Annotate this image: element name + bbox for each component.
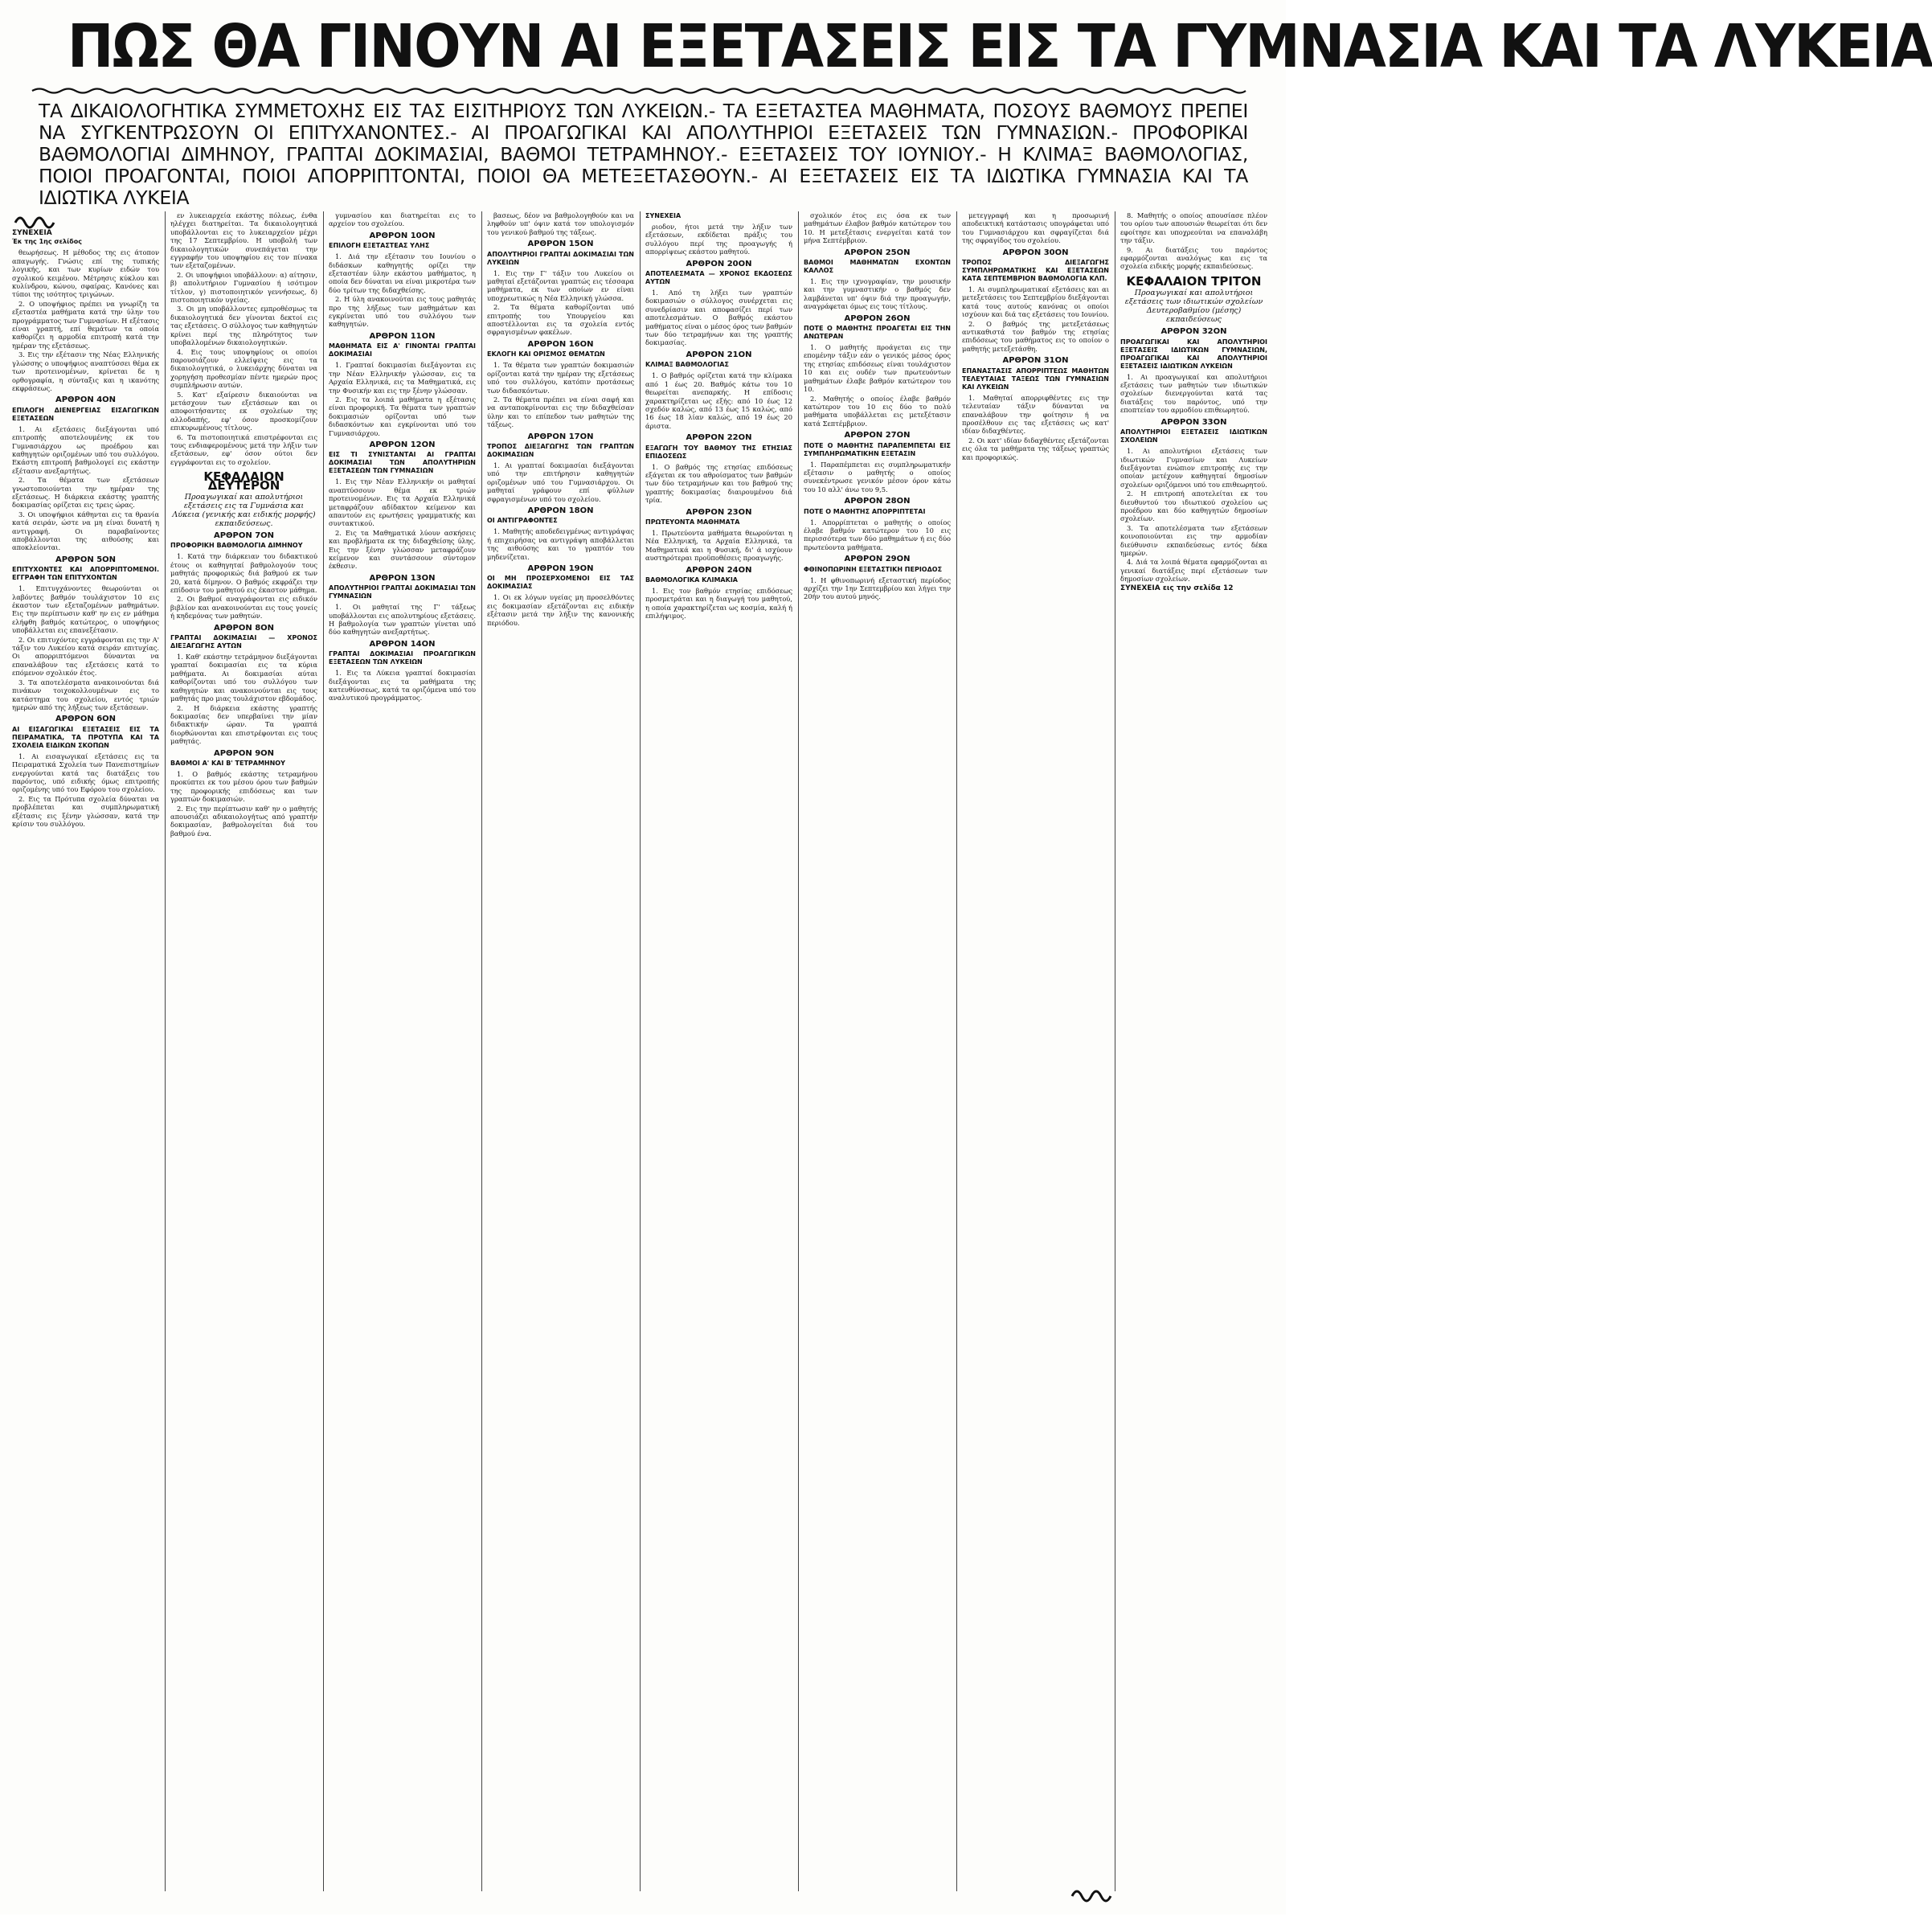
article-subheading: ΕΞΑΓΩΓΗ ΤΟΥ ΒΑΘΜΟΥ ΤΗΣ ΕΤΗΣΙΑΣ ΕΠΙΔΟΣΕΩΣ	[645, 444, 792, 460]
article-subheading: ΑΠΟΤΕΛΕΣΜΑΤΑ — ΧΡΟΝΟΣ ΕΚΔΟΣΕΩΣ ΑΥΤΩΝ	[645, 270, 792, 286]
paragraph: 2. Εις την περίπτωσιν καθ' ην ο μαθητής απουσιάζει αδικαιολογήτως από γραπτήν δοκιμασίαν, βαθμολογείται διά του βαθμού ένα.	[170, 804, 317, 838]
column-divider	[165, 211, 166, 1891]
paragraph: 1. Διά την εξέτασιν του Ιουνίου ο διδάσκων καθηγητής ορίζει την εξεταστέαν ύλην εκάστου μαθήματος, η οποία δεν δύναται να είναι μικροτέρα των δύο τρίτων της διδαχθείσης.	[329, 252, 476, 294]
headline: ΠΩΣ ΘΑ ΓΙΝΟΥΝ ΑΙ ΕΞΕΤΑΣΕΙΣ ΕΙΣ ΤΑ ΓΥΜΝΑΣΙΑ ΚΑΙ ΤΑ ΛΥΚΕΙΑ	[67, 12, 1932, 81]
paragraph: 1. Εις την Νέαν Ελληνικήν οι μαθηταί αναπτύσσουν θέμα εκ τριών προτεινομένων. Εις τα Αρχαία Ελληνικά μεταφράζουν αδίδακτον κείμενον και απαντούν εις ερωτήσεις γραμματικής και συντακτικού.	[329, 477, 476, 528]
paragraph: 1. Αι εισαγωγικαί εξετάσεις εις τα Πειραματικά Σχολεία των Πανεπιστημίων ενεργούνται κατά τας διατάξεις του παρόντος, υπό ειδικής όμως επιτροπής οριζομένης υπό του Εφόρου του σχολείου.	[12, 752, 159, 794]
column-divider	[798, 211, 799, 1891]
article-number-heading: ΑΡΘΡΟΝ 14ΟΝ	[369, 639, 436, 649]
paragraph: 1. Καθ' εκάστην τετράμηνον διεξάγονται γραπταί δοκιμασίαι εις τα κύρια μαθήματα. Αι δοκιμασίαι αύται καθορίζονται υπό του συλλόγου των καθηγητών και ανακοινούνται εις τους μαθητάς προ μιας τουλάχιστον εβδομάδος.	[170, 653, 317, 703]
paragraph: 4. Διά τα λοιπά θέματα εφαρμόζονται αι γενικαί διατάξεις περί εξετάσεων των δημοσίων σχολείων.	[1120, 558, 1267, 584]
article-subheading: ΠΡΟΑΓΩΓΙΚΑΙ ΚΑΙ ΑΠΟΛΥΤΗΡΙΟΙ ΕΞΕΤΑΣΕΙΣ ΙΔΙΩΤΙΚΩΝ ΓΥΜΝΑΣΙΩΝ, ΠΡΟΑΓΩΓΙΚΑΙ ΚΑΙ ΑΠΟΛΥΤΗΡΙΟΙ ΕΞΕΤΑΣΕΙΣ ΙΔΙΩΤΙΚΩΝ ΛΥΚΕΙΩΝ	[1120, 338, 1267, 370]
article-number-heading: ΑΡΘΡΟΝ 27ΟΝ	[844, 431, 911, 440]
chapter-description: Προαγωγικαί και απολυτήριοι εξετάσεις εις τα Γυμνάσια και Λύκεια (γενικής και ειδικής μορφής) εκπαιδεύσεως.	[172, 493, 316, 528]
article-subheading: ΕΠΙΛΟΓΗ ΕΞΕΤΑΣΤΕΑΣ ΥΛΗΣ	[329, 242, 430, 250]
article-subheading: ΠΟΤΕ Ο ΜΑΘΗΤΗΣ ΠΡΟΑΓΕΤΑΙ ΕΙΣ ΤΗΝ ΑΝΩΤΕΡΑΝ	[804, 325, 951, 341]
paragraph: 1. Ο μαθητής προάγεται εις την επομένην τάξιν εάν ο γενικός μέσος όρος της ετησίας επιδόσεως είναι τουλάχιστον 10 και εις ουδέν των πρωτευόντων μαθημάτων έλαβε βαθμόν κατώτερον του 10.	[804, 343, 951, 394]
paragraph: 5. Κατ' εξαίρεσιν δικαιούνται να μετάσχουν των εξετάσεων και οι αποφοιτήσαντες εκ σχολείων της αλλοδαπής, εφ' όσον προσκομίζουν επικυρωμένους τίτλους.	[170, 390, 317, 432]
article-number-heading: ΑΡΘΡΟΝ 9ΟΝ	[213, 748, 275, 758]
article-number-heading: ΑΡΘΡΟΝ 31ΟΝ	[1002, 356, 1069, 366]
paragraph: 2. Μαθητής ο οποίος έλαβε βαθμόν κατώτερον του 10 εις δύο το πολύ μαθήματα υποβάλλεται εις μετεξέτασιν κατά Σεπτέμβριον.	[804, 394, 951, 428]
article-number-heading: ΑΡΘΡΟΝ 10ΟΝ	[369, 231, 436, 240]
article-subheading: ΠΡΩΤΕΥΟΝΤΑ ΜΑΘΗΜΑΤΑ	[645, 518, 740, 526]
article-subheading: Έκ της 1ης σελίδος	[12, 238, 82, 246]
article-number-heading: ΑΡΘΡΟΝ 13ΟΝ	[369, 573, 436, 583]
paragraph: 1. Ο βαθμός ορίζεται κατά την κλίμακα από 1 έως 20. Βαθμός κάτω του 10 θεωρείται ανεπαρκής. Η επίδοσις χαρακτηρίζεται ως εξής: από 10 έως 12 σχεδόν καλώς, από 13 έως 15 καλώς, από 16 έως 18 λίαν καλώς, από 19 έως 20 άριστα.	[645, 371, 792, 430]
paragraph: 1. Ο βαθμός εκάστης τετραμήνου προκύπτει εκ του μέσου όρου των βαθμών της προφορικής επιδόσεως και των γραπτών δοκιμασιών.	[170, 769, 317, 804]
article-number-heading: ΑΡΘΡΟΝ 17ΟΝ	[527, 432, 594, 441]
paragraph: 2. Τα θέματα πρέπει να είναι σαφή και να ανταποκρίνονται εις την διδαχθείσαν ύλην και το επίπεδον των μαθητών της τάξεως.	[487, 395, 634, 429]
paragraph: 4. Εις τους υποψηφίους οι οποίοι παρουσιάζουν ελλείψεις εις τα δικαιολογητικά, ο λυκειάρχης δύναται να χορηγήση προθεσμίαν πέντε ημερών προς συμπλήρωσιν αυτών.	[170, 347, 317, 390]
paragraph: 1. Ο βαθμός της ετησίας επιδόσεως εξάγεται εκ του αθροίσματος των βαθμών των δύο τετραμήνων και του βαθμού της γραπτής δοκιμασίας διαιρουμένου διά τρία.	[645, 462, 792, 505]
article-number-heading: ΑΡΘΡΟΝ 8ΟΝ	[213, 623, 275, 633]
article-number-heading: ΑΡΘΡΟΝ 26ΟΝ	[844, 313, 911, 323]
paragraph: 3. Τα αποτελέσματα των εξετάσεων κοινοποιούνται εις την αρμοδίαν διεύθυνσιν εκπαιδεύσεως εντός δέκα ημερών.	[1120, 523, 1267, 557]
continuation-note: ΣΥΝΕΧΕΙΑ	[12, 229, 52, 237]
paragraph: 1. Εις την ιχνογραφίαν, την μουσικήν και την γυμναστικήν ο βαθμός δεν λαμβάνεται υπ' όψιν διά την προαγωγήν, αναγράφεται όμως εις τους τίτλους.	[804, 277, 951, 311]
column-7	[962, 211, 1109, 1899]
subheadline-deck: ΤΑ ΔΙΚΑΙΟΛΟΓΗΤΙΚΑ ΣΥΜΜΕΤΟΧΗΣ ΕΙΣ ΤΑΣ ΕΙΣΙΤΗΡΙΟΥΣ ΤΩΝ ΛΥΚΕΙΩΝ.- ΤΑ ΕΞΕΤΑΣΤΕΑ ΜΑΘΗΜΑΤΑ, ΠΟΣΟΥΣ ΒΑΘΜΟΥΣ ΠΡΕΠΕΙ ΝΑ ΣΥΓΚΕΝΤΡΩΣΟΥΝ ΟΙ ΕΠΙΤΥΧΑΝΟΝΤΕΣ.- ΑΙ ΠΡΟΑΓΩΓΙΚΑΙ ΚΑΙ ΑΠΟΛΥΤΗΡΙΟΙ ΕΞΕΤΑΣΕΙΣ ΤΩΝ ΓΥΜΝΑΣΙΩΝ.- ΠΡΟΦΟΡΙΚΑΙ ΒΑΘΜΟΛΟΓΙΑΙ ΔΙΜΗΝΟΥ, ΓΡΑΠΤΑΙ ΔΟΚΙΜΑΣΙΑΙ, ΒΑΘΜΟΙ ΤΕΤΡΑΜΗΝΟΥ.- ΕΞΕΤΑΣΕΙΣ ΤΟΥ ΙΟΥΝΙΟΥ.- Η ΚΛΙΜΑΞ ΒΑΘΜΟΛΟΓΙΑΣ, ΠΟΙΟΙ ΠΡΟΑΓΟΝΤΑΙ, ΠΟΙΟΙ ΑΠΟΡΡΙΠΤΟΝΤΑΙ, ΠΟΙΟΙ ΘΑ ΜΕΤΕΞΕΤΑΣΘΟΥΝ.- ΑΙ ΕΞΕΤΑΣΕΙΣ ΕΙΣ ΤΑ ΙΔΙΩΤΙΚΑ ΓΥΜΝΑΣΙΑ ΚΑΙ ΤΑ ΙΔΙΩΤΙΚΑ ΛΥΚΕΙΑ	[39, 100, 1248, 209]
paragraph: 2. Η διάρκεια εκάστης γραπτής δοκιμασίας δεν υπερβαίνει την μίαν διδακτικήν ώραν. Τα γραπτά διορθώνονται και επιστρέφονται εις τους μαθητάς.	[170, 703, 317, 746]
paragraph: 1. Πρωτεύοντα μαθήματα θεωρούνται η Νέα Ελληνική, τα Αρχαία Ελληνικά, τα Μαθηματικά και η Φυσική, δι' ά ισχύουν αυστηρότεραι προϋποθέσεις προαγωγής.	[645, 528, 792, 563]
article-subheading: ΑΙ ΕΙΣΑΓΩΓΙΚΑΙ ΕΞΕΤΑΣΕΙΣ ΕΙΣ ΤΑ ΠΕΙΡΑΜΑΤΙΚΑ, ΤΑ ΠΡΟΤΥΠΑ ΚΑΙ ΤΑ ΣΧΟΛΕΙΑ ΕΙΔΙΚΩΝ ΣΚΟΠΩΝ	[12, 725, 159, 749]
article-subheading: ΠΟΤΕ Ο ΜΑΘΗΤΗΣ ΑΠΟΡΡΙΠΤΕΤΑΙ	[804, 507, 926, 515]
paragraph: 1. Από τη λήξει των γραπτών δοκιμασιών ο σύλλογος συνέρχεται εις συνεδρίασιν και αποφασίζει περί των αποτελεσμάτων. Ο βαθμός εκάστου μαθήματος είναι ο μέσος όρος των βαθμών των δύο τετραμήνων και της γραπτής δοκιμασίας.	[645, 289, 792, 347]
paragraph: μετεγγραφή και η προσωρινή αποδεικτική κατάστασις υπογράφεται υπό του Γυμνασιάρχου και σφραγίζεται διά της σφραγίδος του σχολείου.	[962, 211, 1109, 245]
article-subheading: ΒΑΘΜΟΙ Α' ΚΑΙ Β' ΤΕΤΡΑΜΗΝΟΥ	[170, 759, 285, 767]
article-number-heading: ΑΡΘΡΟΝ 16ΟΝ	[527, 339, 594, 349]
article-subheading: ΟΙ ΜΗ ΠΡΟΣΕΡΧΟΜΕΝΟΙ ΕΙΣ ΤΑΣ ΔΟΚΙΜΑΣΙΑΣ	[487, 575, 634, 591]
paragraph: 2. Οι υποψήφιοι υποβάλλουν: α) αίτησιν, β) απολυτήριον Γυμνασίου ή ισότιμον τίτλον, γ) πιστοποιητικόν γεννήσεως, δ) πιστοποιητικόν υγείας.	[170, 270, 317, 305]
article-number-heading: ΑΡΘΡΟΝ 29ΟΝ	[844, 555, 911, 564]
column-divider	[640, 211, 641, 1891]
column-2	[170, 211, 317, 1899]
article-subheading: ΕΠΙΛΟΓΗ ΔΙΕΝΕΡΓΕΙΑΣ ΕΙΣΑΓΩΓΙΚΩΝ ΕΞΕΤΑΣΕΩΝ	[12, 406, 159, 422]
paragraph: 2. Η επιτροπή αποτελείται εκ του διευθυντού του ιδιωτικού σχολείου ως προέδρου και δύο καθηγητών δημοσίων σχολείων.	[1120, 489, 1267, 523]
chapter-heading: ΚΕΦΑΛΑΙΟΝ ΤΡΙΤΟΝ	[1126, 273, 1262, 289]
paragraph: 1. Εις τον βαθμόν ετησίας επιδόσεως προσμετράται και η διαγωγή του μαθητού, η οποία χαρακτηρίζεται ως κοσμία, καλή ή επιλήψιμος.	[645, 587, 792, 621]
paragraph: 1. Γραπταί δοκιμασίαι διεξάγονται εις την Νέαν Ελληνικήν γλώσσαν, εις τα Αρχαία Ελληνικά, εις τα Μαθηματικά, εις την Φυσικήν και εις την ξένην γλώσσαν.	[329, 361, 476, 395]
article-subheading: ΜΑΘΗΜΑΤΑ ΕΙΣ Α' ΓΙΝΟΝΤΑΙ ΓΡΑΠΤΑΙ ΔΟΚΙΜΑΣΙΑΙ	[329, 342, 476, 358]
paragraph: 2. Ο βαθμός της μετεξετάσεως αντικαθιστά τον βαθμόν της ετησίας επιδόσεως του μαθήματος εις το οποίον ο μαθητής μετεξετάσθη.	[962, 319, 1109, 353]
article-number-heading: ΑΡΘΡΟΝ 20ΟΝ	[686, 259, 752, 268]
chapter-description: Προαγωγικαί και απολυτήριοι εξετάσεις των ιδιωτικών σχολείων Δευτεροβαθμίου (μέσης) εκπαιδεύσεως	[1124, 289, 1263, 325]
article-subheading: ΠΡΟΦΟΡΙΚΗ ΒΑΘΜΟΛΟΓΙΑ ΔΙΜΗΝΟΥ	[170, 542, 303, 550]
paragraph: 3. Οι μη υποβάλλοντες εμπροθέσμως τα δικαιολογητικά δεν γίνονται δεκτοί εις τας εξετάσεις. Ο σύλλογος των καθηγητών κρίνει περί της πληρότητος των υποβαλλομένων δικαιολογητικών.	[170, 305, 317, 347]
paragraph: 2. Εις τα λοιπά μαθήματα η εξέτασις είναι προφορική. Τα θέματα των γραπτών δοκιμασιών ορίζονται υπό των διδασκόντων και εγκρίνονται υπό του Γυμνασιάρχου.	[329, 395, 476, 437]
paragraph: 2. Οι κατ' ιδίαν διδαχθέντες εξετάζονται εις όλα τα μαθήματα της τάξεως γραπτώς και προφορικώς.	[962, 436, 1109, 461]
paragraph: 6. Τα πιστοποιητικά επιστρέφονται εις τους ενδιαφερομένους μετά την λήξιν των εξετάσεων, εφ' όσον ούτοι δεν εγγράφονται εις το σχολείον.	[170, 432, 317, 466]
paragraph: 1. Απορρίπτεται ο μαθητής ο οποίος έλαβε βαθμόν κατώτερον του 10 εις περισσότερα των δύο μαθημάτων ή εις δύο πρωτεύοντα μαθήματα.	[804, 518, 951, 551]
column-8	[1120, 211, 1267, 1899]
article-number-heading: ΑΡΘΡΟΝ 12ΟΝ	[369, 440, 436, 449]
column-1	[12, 229, 159, 1917]
paragraph: 1. Αι γραπταί δοκιμασίαι διεξάγονται υπό την επιτήρησιν καθηγητών οριζομένων υπό του Γυμνασιάρχου. Οι μαθηταί γράφουν επί φύλλων σφραγισμένων υπό του σχολείου.	[487, 461, 634, 503]
paragraph: 1. Εις τα Λύκεια γραπταί δοκιμασίαι διεξάγονται εις τα μαθήματα της κατευθύνσεως, κατά τα οριζόμενα υπό του αναλυτικού προγράμματος.	[329, 669, 476, 702]
article-number-heading: ΑΡΘΡΟΝ 21ΟΝ	[686, 350, 752, 359]
paragraph: 1. Παραπέμπεται εις συμπληρωματικήν εξέτασιν ο μαθητής ο οποίος συνεκέντρωσε γενικόν μέσον όρον κάτω του 10 αλλ' άνω του 9,5.	[804, 460, 951, 494]
article-number-heading: ΑΡΘΡΟΝ 11ΟΝ	[369, 331, 436, 341]
paragraph: θεωρήσεως. Η μέθοδος της εις άτοπον απαγωγής. Γνώσις επί της τυπικής λογικής, και των κυρίων ειδών του σχολικού κειμένου. Μέτρησις κύκλου και κυλίνδρου, κώνου, σφαίρας. Κανόνες και τύποι της ισότητος τριγώνων.	[12, 248, 159, 299]
article-subheading: ΑΠΟΛΥΤΗΡΙΟΙ ΓΡΑΠΤΑΙ ΔΟΚΙΜΑΣΙΑΙ ΤΩΝ ΛΥΚΕΙΩΝ	[487, 250, 634, 266]
paragraph: 3. Οι υποψήφιοι κάθηνται εις τα θρανία κατά σειράν, ώστε να μη είναι δυνατή η αντιγραφή. Οι παραβαίνοντες αποβάλλονται της αιθούσης και αποκλείονται.	[12, 510, 159, 552]
paragraph: 1. Αι συμπληρωματικαί εξετάσεις και αι μετεξετάσεις του Σεπτεμβρίου διεξάγονται κατά τους αυτούς κανόνας οι οποίοι ισχύουν και διά τας εξετάσεις του Ιουνίου.	[962, 285, 1109, 319]
paragraph: 2. Ο υποψήφιος πρέπει να γνωρίζη τα εξεταστέα μαθήματα κατά την ύλην του προγράμματος των Γυμνασίων. Η εξέτασις είναι γραπτή, επί θεμάτων τα οποία καθορίζει η αρμοδία επιτροπή κατά την ημέραν της εξετάσεως.	[12, 299, 159, 350]
paragraph: 2. Οι βαθμοί αναγράφονται εις ειδικόν βιβλίον και ανακοινούνται εις τους γονείς ή κηδεμόνας των μαθητών.	[170, 595, 317, 621]
column-divider	[481, 211, 482, 1891]
paragraph: 1. Η φθινοπωρινή εξεταστική περίοδος αρχίζει την 1ην Σεπτεμβρίου και λήγει την 20ήν του αυτού μηνός.	[804, 576, 951, 601]
article-subheading: ΒΑΘΜΟΙ ΜΑΘΗΜΑΤΩΝ ΕΧΟΝΤΩΝ ΚΑΛΛΟΣ	[804, 259, 951, 275]
article-subheading: ΑΠΟΛΥΤΗΡΙΟΙ ΓΡΑΠΤΑΙ ΔΟΚΙΜΑΣΙΑΙ ΤΩΝ ΓΥΜΝΑΣΙΩΝ	[329, 584, 476, 600]
article-subheading: ΕΠΑΝΑΣΤΑΣΙΣ ΑΠΟΡΡΙΠΤΕΩΣ ΜΑΘΗΤΩΝ ΤΕΛΕΥΤΑΙΑΣ ΤΑΞΕΩΣ ΤΩΝ ΓΥΜΝΑΣΙΩΝ ΚΑΙ ΛΥΚΕΙΩΝ	[962, 367, 1109, 391]
paragraph: 1. Αι εξετάσεις διεξάγονται υπό επιτροπής αποτελουμένης εκ του Γυμνασιάρχου ως προέδρου και καθηγητών οριζομένων υπό του συλλόγου. Εκάστη επιτροπή βαθμολογεί εις εκάστην εξέτασιν ανεξαρτήτως.	[12, 424, 159, 475]
article-subheading: ΓΡΑΠΤΑΙ ΔΟΚΙΜΑΣΙΑΙ — ΧΡΟΝΟΣ ΔΙΕΞΑΓΩΓΗΣ ΑΥΤΩΝ	[170, 634, 317, 650]
article-number-heading: ΑΡΘΡΟΝ 19ΟΝ	[527, 564, 594, 573]
paragraph: 2. Η ύλη ανακοινούται εις τους μαθητάς προ της λήξεως των μαθημάτων και εγκρίνεται υπό του συλλόγου των καθηγητών.	[329, 295, 476, 329]
article-subheading: ΦΘΙΝΟΠΩΡΙΝΗ ΕΞΕΤΑΣΤΙΚΗ ΠΕΡΙΟΔΟΣ	[804, 565, 943, 573]
paragraph: 2. Εις τα Πρότυπα σχολεία δύναται να προβλέπεται και συμπληρωματική εξέτασις εις ξένην γλώσσαν, κατά την κρίσιν του συλλόγου.	[12, 794, 159, 828]
paragraph: γυμνασίου και διατηρείται εις το αρχείον του σχολείου.	[329, 211, 476, 228]
article-subheading: ΑΠΟΛΥΤΗΡΙΟΙ ΕΞΕΤΑΣΕΙΣ ΙΔΙΩΤΙΚΩΝ ΣΧΟΛΕΙΩΝ	[1120, 428, 1267, 444]
paragraph: 2. Τα θέματα των εξετάσεων γνωστοποιούνται την ημέραν της εξετάσεως. Η διάρκεια εκάστης γραπτής δοκιμασίας ορίζεται εις τρεις ώρας.	[12, 476, 159, 510]
column-divider	[956, 211, 957, 1891]
article-subheading: ΤΡΟΠΟΣ ΔΙΕΞΑΓΩΓΗΣ ΤΩΝ ΓΡΑΠΤΩΝ ΔΟΚΙΜΑΣΙΩΝ	[487, 442, 634, 458]
article-subheading: ΚΛΙΜΑΞ ΒΑΘΜΟΛΟΓΙΑΣ	[645, 361, 729, 369]
article-number-heading: ΑΡΘΡΟΝ 22ΟΝ	[686, 433, 752, 443]
column-5	[645, 211, 792, 1899]
article-number-heading: ΑΡΘΡΟΝ 23ΟΝ	[686, 507, 752, 517]
paragraph: 1. Μαθητής αποδεδειγμένως αντιγράψας ή επιχειρήσας να αντιγράψη αποβάλλεται της αιθούσης και το γραπτόν του μηδενίζεται.	[487, 527, 634, 561]
continuation-note: ΣΥΝΕΧΕΙΑ εις την σελίδα 12	[1120, 584, 1234, 592]
paragraph: 2. Οι επιτυχόντες εγγράφονται εις την Α' τάξιν του Λυκείου κατά σειράν επιτυχίας. Οι απορριπτόμενοι δύνανται να επαναλάβουν τας εξετάσεις κατά το επόμενον σχολικόν έτος.	[12, 635, 159, 678]
column-divider	[323, 211, 324, 1891]
article-subheading: ΕΠΙΤΥΧΟΝΤΕΣ ΚΑΙ ΑΠΟΡΡΙΠΤΟΜΕΝΟΙ. ΕΓΓΡΑΦΗ ΤΩΝ ΕΠΙΤΥΧΟΝΤΩΝ	[12, 566, 159, 582]
headline-underline-ornament	[32, 87, 1246, 95]
continuation-ornament-top	[12, 211, 76, 227]
article-number-heading: ΑΡΘΡΟΝ 7ΟΝ	[213, 531, 275, 540]
article-subheading: ΤΡΟΠΟΣ ΔΙΕΞΑΓΩΓΗΣ ΣΥΜΠΛΗΡΩΜΑΤΙΚΗΣ ΚΑΙ ΕΞΕΤΑΣΕΩΝ ΚΑΤΑ ΣΕΠΤΕΜΒΡΙΟΝ ΒΑΘΜΟΛΟΓΙΑ ΚΛΠ.	[962, 259, 1109, 283]
article-number-heading: ΑΡΘΡΟΝ 15ΟΝ	[527, 240, 594, 249]
paragraph: 1. Τα θέματα των γραπτών δοκιμασιών ορίζονται κατά την ημέραν της εξετάσεως υπό του συλλόγου, κατόπιν προτάσεως των διδασκόντων.	[487, 361, 634, 395]
chapter-heading: ΚΕΦΑΛΑΙΟΝ ΔΕΥΤΕΡΟΝ	[203, 469, 284, 493]
paragraph: εν λυκειαρχεία εκάστης πόλεως, ένθα ηλέγχει διατηρείται. Τα δικαιολογητικά υποβάλλονται εις το λυκειαρχείον μέχρι της 17 Σεπτεμβρίου. Η υποβολή των δικαιολογητικών συνεπάγεται την εγγραφήν του υποψηφίου εις τον πίνακα των εξεταζομένων.	[170, 211, 317, 270]
paragraph: 2. Τα θέματα καθορίζονται υπό επιτροπής του Υπουργείου και αποστέλλονται εις τα σχολεία εντός σφραγισμένων φακέλων.	[487, 303, 634, 337]
paragraph: σχολικόν έτος εις όσα εκ των μαθημάτων έλαβον βαθμόν κατώτερον του 10. Η μετεξέτασις ενεργείται κατά τον μήνα Σεπτέμβριον.	[804, 211, 951, 245]
article-number-heading: ΑΡΘΡΟΝ 25ΟΝ	[844, 248, 911, 257]
paragraph: 1. Κατά την διάρκειαν του διδακτικού έτους οι καθηγηταί βαθμολογούν τους μαθητάς προφορικώς διά βαθμού εκ των 20, κατά δίμηνον. Ο βαθμός εκφράζει την επίδοσιν του μαθητού εις έκαστον μάθημα.	[170, 552, 317, 595]
article-number-heading: ΑΡΘΡΟΝ 4ΟΝ	[55, 395, 117, 405]
article-number-heading: ΑΡΘΡΟΝ 24ΟΝ	[686, 565, 752, 575]
article-number-heading: ΑΡΘΡΟΝ 33ΟΝ	[1160, 417, 1227, 427]
article-subheading: ΕΙΣ ΤΙ ΣΥΝΙΣΤΑΝΤΑΙ ΑΙ ΓΡΑΠΤΑΙ ΔΟΚΙΜΑΣΙΑΙ ΤΩΝ ΑΠΟΛΥΤΗΡΙΩΝ ΕΞΕΤΑΣΕΩΝ ΤΩΝ ΓΥΜΝΑΣΙΩΝ	[329, 451, 476, 475]
paragraph: 3. Τα αποτελέσματα ανακοινούνται διά πινάκων τοιχοκολλουμένων εις το κατάστημα του σχολείου, εντός τριών ημερών από της λήξεως των εξετάσεων.	[12, 678, 159, 711]
paragraph: 1. Μαθηταί απορριφθέντες εις την τελευταίαν τάξιν δύνανται να επαναλάβουν την φοίτησιν ή να προσέλθουν εις τας εξετάσεις ως κατ' ιδίαν διδαχθέντες.	[962, 393, 1109, 436]
article-subheading: ΓΡΑΠΤΑΙ ΔΟΚΙΜΑΣΙΑΙ ΠΡΟΑΓΩΓΙΚΩΝ ΕΞΕΤΑΣΕΩΝ ΤΩΝ ΛΥΚΕΙΩΝ	[329, 650, 476, 666]
paragraph: 1. Οι εκ λόγων υγείας μη προσελθόντες εις δοκιμασίαν εξετάζονται εις ειδικήν εξέτασιν μετά την λήξιν της κανονικής περιόδου.	[487, 593, 634, 627]
paragraph: 8. Μαθητής ο οποίος απουσίασε πλέον του ορίου των απουσιών θεωρείται ότι δεν εφοίτησε και υποχρεούται να επαναλάβη την τάξιν.	[1120, 211, 1267, 245]
paragraph: 1. Αι προαγωγικαί και απολυτήριοι εξετάσεις των μαθητών των ιδιωτικών σχολείων διενεργούνται κατά τας διατάξεις του παρόντος, υπό την εποπτείαν του αρμοδίου επιθεωρητού.	[1120, 372, 1267, 415]
article-number-heading: ΑΡΘΡΟΝ 30ΟΝ	[1002, 248, 1069, 257]
column-3	[329, 211, 476, 1899]
paragraph: 1. Οι μαθηταί της Γ' τάξεως υποβάλλονται εις απολυτηρίους εξετάσεις. Η βαθμολογία των γραπτών γίνεται υπό δύο καθηγητών ανεξαρτήτως.	[329, 603, 476, 637]
article-number-heading: ΑΡΘΡΟΝ 28ΟΝ	[844, 497, 911, 506]
column-4	[487, 211, 634, 1899]
paragraph: 9. Αι διατάξεις του παρόντος εφαρμόζονται αναλόγως και εις τα σχολεία ειδικής μορφής εκπαιδεύσεως.	[1120, 245, 1267, 271]
article-subheading: ΒΑΘΜΟΛΟΓΙΚΑ ΚΛΙΜΑΚΙΑ	[645, 576, 738, 584]
article-subheading: ΕΚΛΟΓΗ ΚΑΙ ΟΡΙΣΜΟΣ ΘΕΜΑΤΩΝ	[487, 350, 605, 358]
article-number-heading: ΑΡΘΡΟΝ 5ΟΝ	[55, 555, 117, 564]
article-number-heading: ΑΡΘΡΟΝ 6ΟΝ	[55, 715, 117, 724]
article-number-heading: ΑΡΘΡΟΝ 18ΟΝ	[527, 506, 594, 515]
article-number-heading: ΑΡΘΡΟΝ 32ΟΝ	[1160, 327, 1227, 337]
paragraph: 1. Εις την Γ' τάξιν του Λυκείου οι μαθηταί εξετάζονται γραπτώς εις τέσσαρα μαθήματα, εκ των οποίων εν είναι υποχρεωτικώς η Νέα Ελληνική γλώσσα.	[487, 268, 634, 302]
paragraph: 1. Επιτυγχάνοντες θεωρούνται οι λαβόντες βαθμόν τουλάχιστον 10 εις έκαστον των εξεταζομένων μαθημάτων. Εις την περίπτωσιν καθ' ην εις εν μάθημα ελήφθη βαθμός κατώτερος, ο υποψήφιος υποβάλλεται εις επανεξέτασιν.	[12, 584, 159, 635]
paragraph: βασεως, δέον να βαθμολογηθούν και να ληφθούν υπ' όψιν κατά τον υπολογισμόν του γενικού βαθμού της τάξεως.	[487, 211, 634, 236]
article-subheading: ΣΥΝΕΧΕΙΑ	[645, 212, 682, 219]
article-subheading: ΟΙ ΑΝΤΙΓΡΑΦΟΝΤΕΣ	[487, 517, 558, 525]
article-subheading: ΠΟΤΕ Ο ΜΑΘΗΤΗΣ ΠΑΡΑΠΕΜΠΕΤΑΙ ΕΙΣ ΣΥΜΠΛΗΡΩΜΑΤΙΚΗΝ ΕΞΕΤΑΣΙΝ	[804, 441, 951, 457]
paragraph: 1. Αι απολυτήριοι εξετάσεις των ιδιωτικών Γυμνασίων και Λυκείων διεξάγονται ενώπιον επιτροπής εις την οποίαν μετέχουν καθηγηταί δημοσίων σχολείων οριζόμενοι υπό του επιθεωρητού.	[1120, 447, 1267, 489]
paragraph: 2. Εις τα Μαθηματικά λύουν ασκήσεις και προβλήματα εκ της διδαχθείσης ύλης. Εις την ξένην γλώσσαν μεταφράζουν κείμενον και συντάσσουν σύντομον έκθεσιν.	[329, 528, 476, 571]
column-6	[804, 211, 951, 1899]
paragraph: ριοδον, ήτοι μετά την λήξιν των εξετάσεων, εκδίδεται πράξις του συλλόγου περί της προαγωγής ή απορρίψεως εκάστου μαθητού.	[645, 223, 792, 256]
paragraph: 3. Εις την εξέτασιν της Νέας Ελληνικής γλώσσης ο υποψήφιος αναπτύσσει θέμα εκ των προτεινομένων, κρίνεται δε η ορθογραφία, η σύνταξις και η ικανότης εκφράσεως.	[12, 350, 159, 392]
